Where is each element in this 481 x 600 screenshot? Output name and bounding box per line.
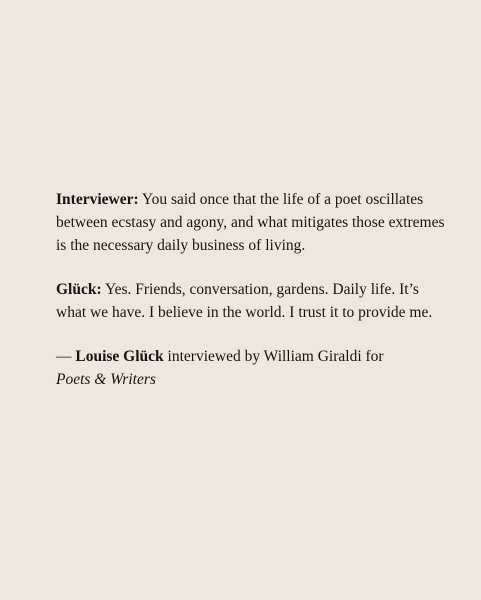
gluck-paragraph [56,278,446,324]
attribution-text: interviewed by William Giraldi for [163,348,384,365]
author-name: Louise Glück [75,348,164,365]
interviewer-speaker-label: Interviewer: [56,191,139,208]
gluck-speaker-label: Glück: [56,281,102,298]
attribution-paragraph [56,345,446,391]
publication-name: Poets & Writers [56,371,156,388]
interviewer-question-text: You said once that the life of a poet oscillates between ecstasy and agony, and what mitigates those extremes is the necessary daily business of living. [56,191,445,254]
quote-card [56,188,446,391]
attribution-dash: — [56,348,76,365]
gluck-answer-text: Yes. Friends, conversation, gardens. Daily life. It’s what we have. I believe in the world. I trust it to provide me. [56,281,433,321]
interviewer-paragraph [56,188,446,257]
